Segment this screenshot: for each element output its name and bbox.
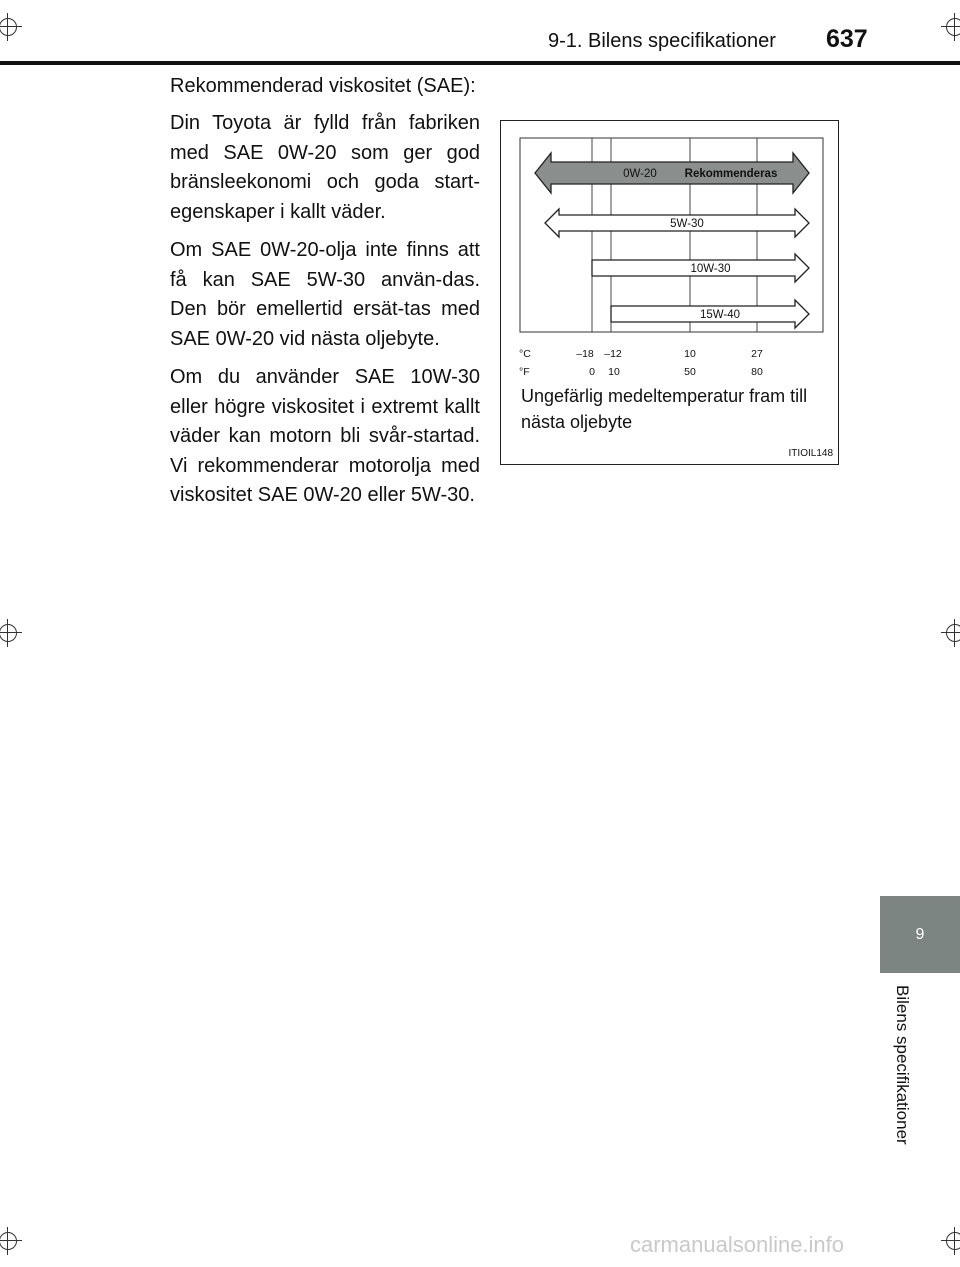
tick-label-c: 10 (684, 348, 696, 360)
tick-label-f: 10 (608, 366, 620, 378)
paragraph: Om SAE 0W-20-olja inte finns att få kan SAE 5W-30 använ-das. Den bör emellertid ersät-tas med SAE 0W-20 vid nästa oljebyte. (170, 239, 480, 350)
chapter-number: 9 (915, 925, 925, 943)
grade-label: 15W-40 (699, 309, 741, 321)
body-text (170, 109, 480, 520)
page-number: 637 (826, 25, 868, 53)
figure-code: ITIOIL148 (788, 448, 833, 459)
tick-label-c: –12 (604, 348, 622, 360)
axis-unit-c: °C (519, 348, 531, 360)
axis-unit-f: °F (519, 366, 530, 378)
registration-mark (941, 1227, 960, 1255)
registration-mark (0, 13, 22, 41)
recommended-label: Rekommenderas (684, 168, 778, 180)
registration-mark (0, 619, 22, 647)
registration-mark (941, 619, 960, 647)
registration-mark (941, 13, 960, 41)
chapter-label: Bilens specifikationer (893, 985, 912, 1145)
paragraph: Din Toyota är fylld från fabriken med SAE 0W-20 som ger god bränsleekonomi och goda start-egenskaper i kallt väder. (170, 112, 480, 223)
tick-label-f: 50 (684, 366, 696, 378)
section-heading: Rekommenderad viskositet (SAE): (170, 75, 476, 97)
watermark: carmanualsonline.info (630, 1232, 845, 1257)
tick-label-f: 0 (589, 366, 595, 378)
viscosity-figure (500, 120, 839, 465)
paragraph: Om du använder SAE 10W-30 eller högre viskositet i extremt kallt väder kan motorn bli svår-startad. Vi rekommenderar motorolja med viskositet SAE 0W-20 eller 5W-30. (170, 366, 480, 506)
grade-label: 10W-30 (690, 263, 731, 275)
chapter-tab (880, 896, 960, 973)
grade-label: 5W-30 (670, 218, 704, 230)
grade-label: 0W-20 (623, 168, 657, 180)
section-title: 9-1. Bilens specifikationer (548, 30, 776, 52)
tick-label-c: –18 (576, 348, 594, 360)
figure-caption: Ungefärlig medeltemperatur fram till nästa oljebyte (521, 386, 808, 432)
header-rule (0, 61, 960, 65)
registration-mark (0, 1227, 22, 1255)
tick-label-c: 27 (751, 348, 763, 360)
tick-label-f: 80 (751, 366, 763, 378)
